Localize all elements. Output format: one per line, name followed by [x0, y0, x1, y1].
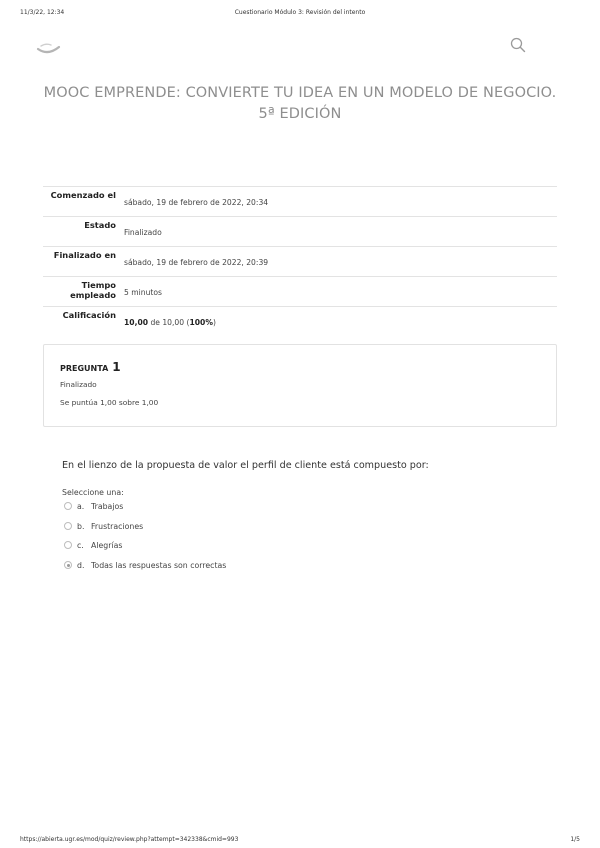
attempt-summary-table	[43, 186, 557, 336]
option-label: Trabajos	[91, 502, 124, 511]
radio-button[interactable]	[64, 561, 72, 569]
summary-row-time-taken	[43, 277, 557, 307]
question-info-box	[43, 344, 557, 427]
radio-button[interactable]	[64, 522, 72, 530]
answer-prompt: Seleccione una:	[62, 488, 124, 497]
summary-value: Finalizado	[124, 228, 162, 237]
option-label: Frustraciones	[91, 522, 144, 531]
summary-value	[122, 307, 557, 337]
question-text: En el lienzo de la propuesta de valor el perfil de cliente está compuesto por:	[62, 460, 429, 471]
radio-button[interactable]	[64, 541, 72, 549]
question-label: PREGUNTA	[60, 364, 109, 373]
summary-label: Comenzado el	[50, 190, 116, 200]
summary-value: sábado, 19 de febrero de 2022, 20:39	[124, 258, 269, 267]
summary-row-state	[43, 217, 557, 247]
summary-row-started	[43, 187, 557, 217]
site-logo[interactable]	[36, 40, 62, 58]
print-url: https://abierta.ugr.es/mod/quiz/review.php?attempt=342338&cmid=993	[20, 836, 239, 843]
option-letter: d.	[77, 561, 85, 570]
summary-label: Tiempo empleado	[70, 280, 116, 300]
grade-of-text: de 10,00 (	[148, 318, 190, 327]
summary-row-grade	[43, 307, 557, 337]
radio-button[interactable]	[64, 502, 72, 510]
print-document-title: Cuestionario Módulo 3: Revisión del intento	[234, 9, 366, 16]
summary-label: Calificación	[62, 310, 116, 320]
option-label: Alegrías	[91, 541, 123, 550]
question-state: Finalizado	[60, 380, 97, 389]
summary-label: Finalizado en	[53, 250, 116, 260]
option-label: Todas las respuestas son correctas	[91, 561, 227, 570]
option-letter: a.	[77, 502, 85, 511]
question-grade: Se puntúa 1,00 sobre 1,00	[60, 398, 159, 407]
question-heading	[60, 360, 121, 374]
question-number: 1	[112, 360, 121, 374]
grade-close: )	[212, 318, 216, 327]
summary-label: Estado	[84, 220, 116, 230]
grade-percent: 100%	[189, 318, 213, 327]
grade-score: 10,00	[124, 318, 149, 327]
option-letter: c.	[77, 541, 84, 550]
search-icon[interactable]	[510, 37, 526, 53]
summary-value: 5 minutos	[124, 288, 162, 297]
print-date: 11/3/22, 12:34	[20, 9, 65, 16]
summary-row-finished	[43, 247, 557, 277]
summary-value: sábado, 19 de febrero de 2022, 20:34	[124, 198, 269, 207]
course-title: MOOC EMPRENDE: CONVIERTE TU IDEA EN UN MODELO DE NEGOCIO. 5ª EDICIÓN	[43, 85, 557, 122]
option-letter: b.	[77, 522, 85, 531]
print-page-count: 1/5	[570, 836, 580, 843]
